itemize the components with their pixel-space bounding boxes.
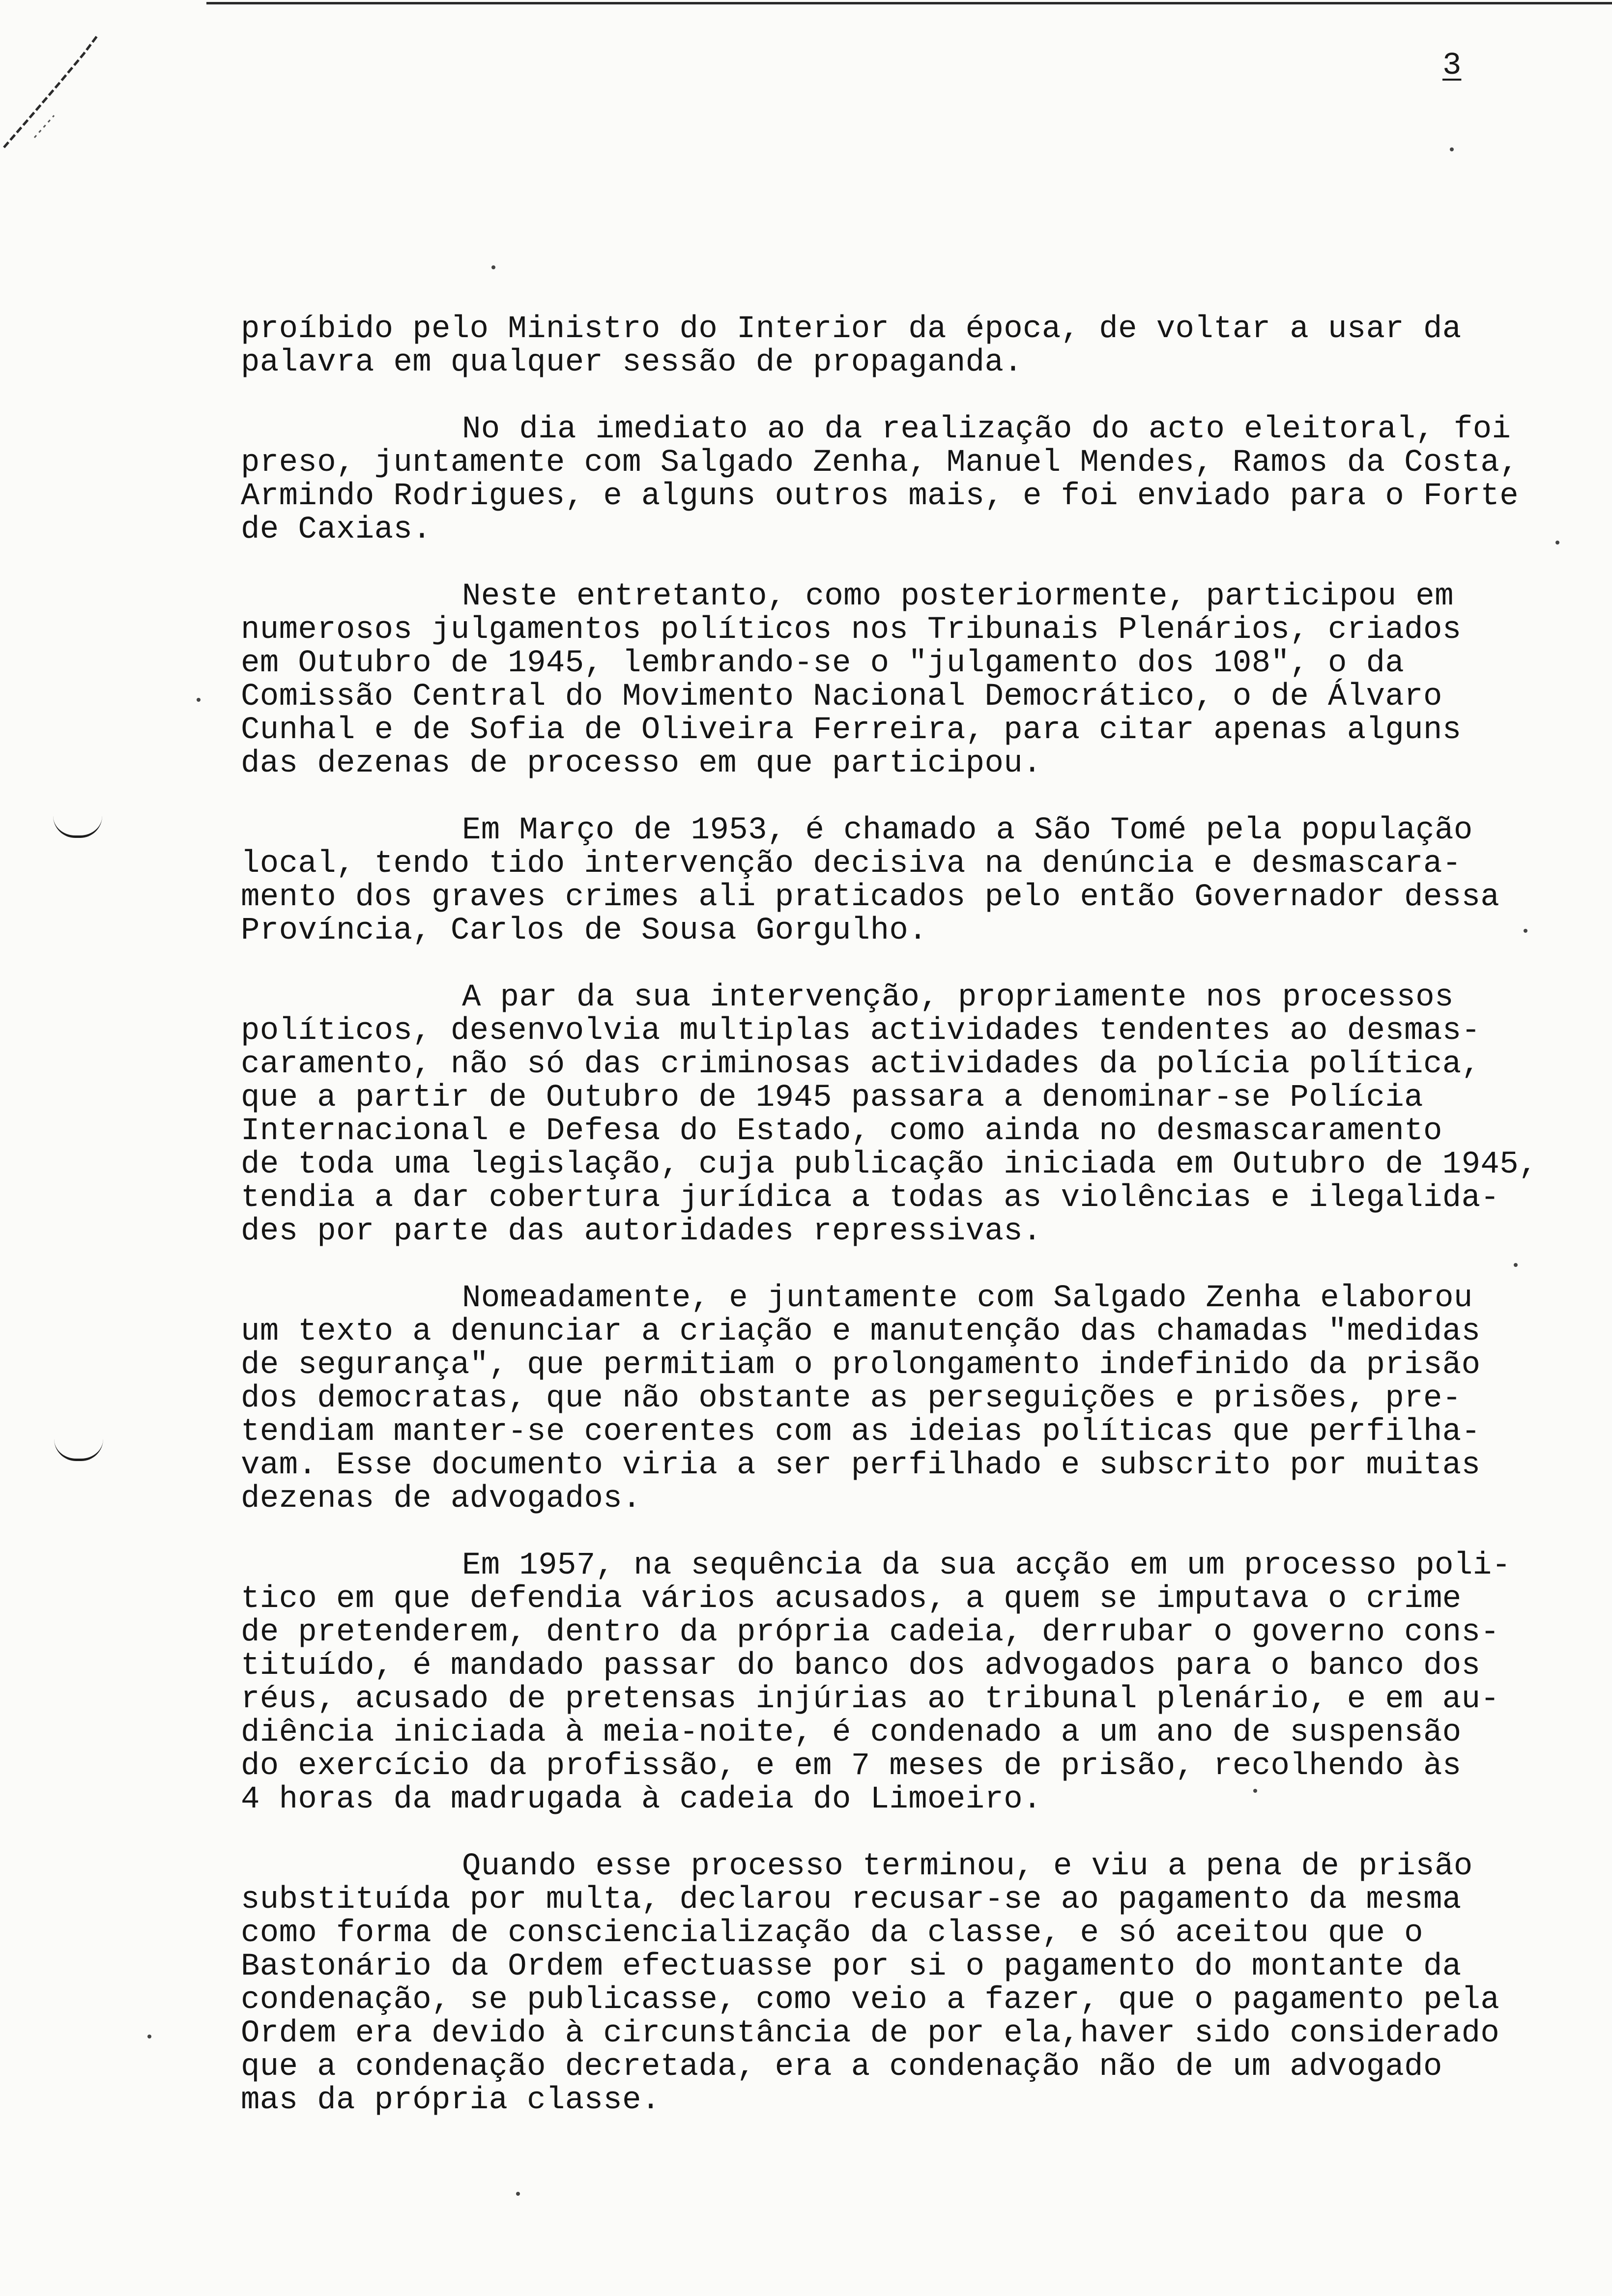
- paragraph-2: [241, 413, 1607, 546]
- text-line: palavra em qualquer sessão de propaganda.: [241, 345, 1023, 380]
- text-line: das dezenas de processo em que participou.: [241, 746, 1042, 781]
- text-line: mento dos graves crimes ali praticados pelo então Governador dessa: [241, 880, 1500, 915]
- text-line: Comissão Central do Movimento Nacional Democrático, o de Álvaro: [241, 679, 1442, 715]
- scan-speck: [491, 265, 495, 269]
- paragraph-5: [241, 981, 1607, 1248]
- text-line: preso, juntamente com Salgado Zenha, Manuel Mendes, Ramos da Costa,: [241, 445, 1519, 481]
- scan-speck: [516, 2192, 520, 2196]
- text-line: de pretenderem, dentro da própria cadeia, derrubar o governo cons-: [241, 1615, 1500, 1650]
- scan-speck: [1450, 147, 1454, 151]
- text-line: dos democratas, que não obstante as perseguições e prisões, pre-: [241, 1381, 1462, 1416]
- text-line: que a condenação decretada, era a condenação não de um advogado: [241, 2049, 1442, 2085]
- page-number: 3: [1442, 48, 1462, 84]
- text-line: como forma de consciencialização da classe, e só aceitou que o: [241, 1916, 1423, 1951]
- text-line: tico em que defendia vários acusados, a quem se imputava o crime: [241, 1581, 1462, 1617]
- scan-speck: [147, 2035, 151, 2038]
- paragraph-1: [241, 313, 1607, 379]
- text-line: Em Março de 1953, é chamado a São Tomé pela população: [462, 813, 1473, 848]
- text-line: de segurança", que permitiam o prolongamento indefinido da prisão: [241, 1348, 1481, 1383]
- text-line: vam. Esse documento viria a ser perfilhado e subscrito por muitas: [241, 1448, 1481, 1483]
- text-line: diência iniciada à meia-noite, é condenado a um ano de suspensão: [241, 1715, 1462, 1751]
- text-line: de Caxias.: [241, 512, 432, 547]
- text-line: tendiam manter-se coerentes com as ideias políticas que perfilha-: [241, 1414, 1481, 1450]
- binding-hole-mark-lower: [54, 1439, 103, 1461]
- text-line: proíbido pelo Ministro do Interior da época, de voltar a usar da: [241, 312, 1462, 347]
- text-line: políticos, desenvolvia multiplas actividades tendentes ao desmas-: [241, 1013, 1481, 1049]
- scan-speck: [197, 698, 201, 702]
- text-line: numerosos julgamentos políticos nos Tribunais Plenários, criados: [241, 612, 1462, 648]
- text-line: No dia imediato ao da realização do acto eleitoral, foi: [462, 412, 1511, 447]
- text-line: caramento, não só das criminosas actividades da polícia política,: [241, 1047, 1481, 1082]
- text-line: 4 horas da madrugada à cadeia do Limoeiro.: [241, 1782, 1042, 1817]
- text-line: de toda uma legislação, cuja publicação iniciada em Outubro de 1945,: [241, 1147, 1538, 1182]
- binding-hole-mark-upper: [53, 816, 102, 838]
- text-line: Internacional e Defesa do Estado, como ainda no desmascaramento: [241, 1114, 1442, 1149]
- text-line: Neste entretanto, como posteriormente, participou em: [462, 579, 1454, 614]
- text-line: des por parte das autoridades repressivas.: [241, 1214, 1042, 1249]
- paragraph-3: [241, 580, 1607, 780]
- text-line: dezenas de advogados.: [241, 1481, 641, 1517]
- corner-pen-stroke: [0, 15, 128, 152]
- text-line: do exercício da profissão, e em 7 meses de prisão, recolhendo às: [241, 1749, 1462, 1784]
- text-line: em Outubro de 1945, lembrando-se o "julgamento dos 108", o da: [241, 646, 1405, 681]
- text-line: Província, Carlos de Sousa Gorgulho.: [241, 913, 928, 948]
- paragraph-4: [241, 814, 1607, 947]
- text-line: substituída por multa, declarou recusar-se ao pagamento da mesma: [241, 1882, 1462, 1918]
- paragraph-6: [241, 1282, 1607, 1516]
- paragraph-8: [241, 1850, 1607, 2117]
- text-line: Armindo Rodrigues, e alguns outros mais, e foi enviado para o Forte: [241, 479, 1519, 514]
- text-line: Ordem era devido à circunstância de por ela,haver sido considerado: [241, 2016, 1500, 2051]
- text-line: tituído, é mandado passar do banco dos advogados para o banco dos: [241, 1648, 1481, 1684]
- text-line: Em 1957, na sequência da sua acção em um processo poli-: [462, 1548, 1511, 1583]
- paragraph-7: [241, 1549, 1607, 1816]
- text-line: réus, acusado de pretensas injúrias ao tribunal plenário, e em au-: [241, 1682, 1500, 1717]
- text-line: Cunhal e de Sofia de Oliveira Ferreira, para citar apenas alguns: [241, 713, 1462, 748]
- text-line: tendia a dar cobertura jurídica a todas as violências e ilegalida-: [241, 1180, 1500, 1216]
- text-line: Nomeadamente, e juntamente com Salgado Zenha elaborou: [462, 1281, 1473, 1316]
- text-line: mas da própria classe.: [241, 2083, 661, 2118]
- text-line: Quando esse processo terminou, e viu a pena de prisão: [462, 1849, 1473, 1884]
- text-line: um texto a denunciar a criação e manutenção das chamadas "medidas: [241, 1314, 1481, 1349]
- text-line: Bastonário da Ordem efectuasse por si o pagamento do montante da: [241, 1949, 1462, 1984]
- top-border-line: [206, 2, 1612, 4]
- document-body: [241, 313, 1607, 2151]
- text-line: A par da sua intervenção, propriamente nos processos: [462, 980, 1454, 1015]
- text-line: que a partir de Outubro de 1945 passara a denominar-se Polícia: [241, 1080, 1423, 1116]
- text-line: local, tendo tido intervenção decisiva na denúncia e desmascara-: [241, 846, 1462, 882]
- text-line: condenação, se publicasse, como veio a fazer, que o pagamento pela: [241, 1982, 1500, 2018]
